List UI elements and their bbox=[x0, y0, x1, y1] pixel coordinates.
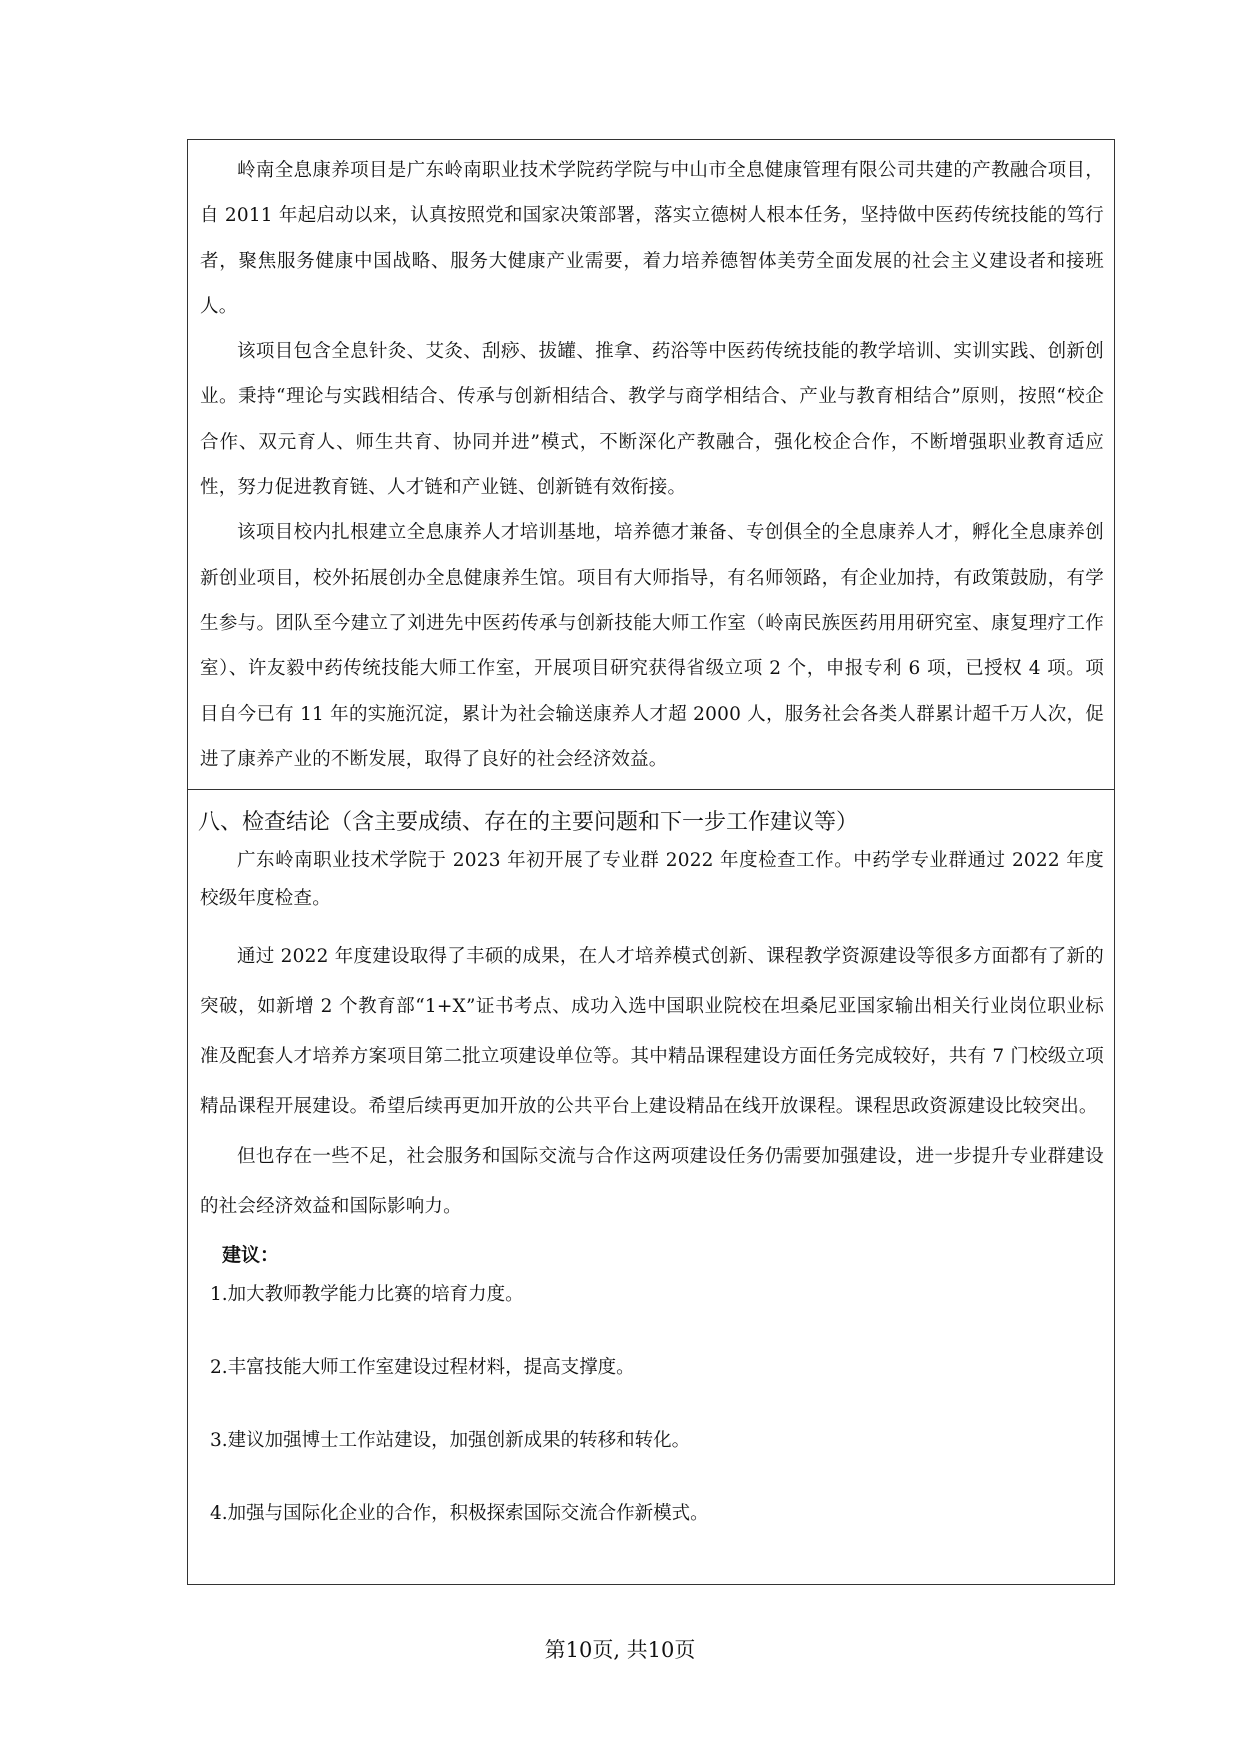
suggestions-list bbox=[200, 1280, 1104, 1529]
paragraph: 该项目包含全息针灸、艾灸、刮痧、拔罐、推拿、药浴等中医药传统技能的教学培训、实训实践、创新创业。秉持“理论与实践相结合、传承与创新相结合、教学与商学相结合、产业与教育相结合”原则，按照“校企合作、双元育人、师生共育、协同并进”模式，不断深化产教融合，强化校企合作，不断增强职业教育适应性，努力促进教育链、人才链和产业链、创新链有效衔接。 bbox=[200, 341, 1104, 499]
paragraph: 广东岭南职业技术学院于 2023 年初开展了专业群 2022 年度检查工作。中药学专业群通过 2022 年度校级年度检查。 bbox=[200, 850, 1104, 909]
paragraph: 但也存在一些不足，社会服务和国际交流与合作这两项建设任务仍需要加强建设，进一步提升专业群建设的社会经济效益和国际影响力。 bbox=[200, 1146, 1104, 1217]
suggestion-item: 1.加大教师教学能力比赛的培育力度。 bbox=[210, 1284, 524, 1305]
inspection-conclusion-section bbox=[188, 790, 1114, 1529]
paragraph: 通过 2022 年度建设取得了丰硕的成果，在人才培养模式创新、课程教学资源建设等很多方面都有了新的突破，如新增 2 个教育部“1+X”证书考点、成功入选中国职业院校在坦桑尼亚国家输出相关行业岗位职业标准及配套人才培养方案项目第二批立项建设单位等。其中精品课程建设方面任务完成较好，共有 7 门校级立项精品课程开展建设。希望后续再更加开放的公共平台上建设精品在线开放课程。课程思政资源建设比较突出。 bbox=[200, 946, 1104, 1117]
report-table-frame bbox=[187, 139, 1115, 1585]
suggestions-label: 建议： bbox=[222, 1244, 280, 1266]
paragraph: 该项目校内扎根建立全息康养人才培训基地，培养德才兼备、专创俱全的全息康养人才，孵化全息康养创新创业项目，校外拓展创办全息健康养生馆。项目有大师指导，有名师领路，有企业加持，有政策鼓励，有学生参与。团队至今建立了刘进先中医药传承与创新技能大师工作室（岭南民族医药用用研究室、康复理疗工作室）、许友毅中药传统技能大师工作室，开展项目研究获得省级立项 2 个，申报专利 6 项，已授权 4 项。项目自今已有 11 年的实施沉淀，累计为社会输送康养人才超 2000 人，服务社会各类人群累计超千万人次，促进了康养产业的不断发展，取得了良好的社会经济效益。 bbox=[200, 522, 1104, 770]
section-heading: 八、检查结论（含主要成绩、存在的主要问题和下一步工作建议等） bbox=[198, 810, 859, 835]
suggestion-item: 2.丰富技能大师工作室建设过程材料，提高支撑度。 bbox=[210, 1357, 635, 1378]
paragraph: 岭南全息康养项目是广东岭南职业技术学院药学院与中山市全息健康管理有限公司共建的产教融合项目，自 2011 年起启动以来，认真按照党和国家决策部署，落实立德树人根本任务，坚持做中医药传统技能的笃行者，聚焦服务健康中国战略、服务大健康产业需要，着力培养德智体美劳全面发展的社会主义建设者和接班人。 bbox=[200, 160, 1104, 317]
suggestion-item: 4.加强与国际化企业的合作，积极探索国际交流合作新模式。 bbox=[210, 1503, 709, 1524]
spacer bbox=[200, 918, 1104, 932]
suggestion-item: 3.建议加强博士工作站建设，加强创新成果的转移和转化。 bbox=[210, 1430, 691, 1451]
project-description-section bbox=[188, 140, 1114, 790]
page-number: 第10页, 共10页 bbox=[544, 1638, 696, 1662]
